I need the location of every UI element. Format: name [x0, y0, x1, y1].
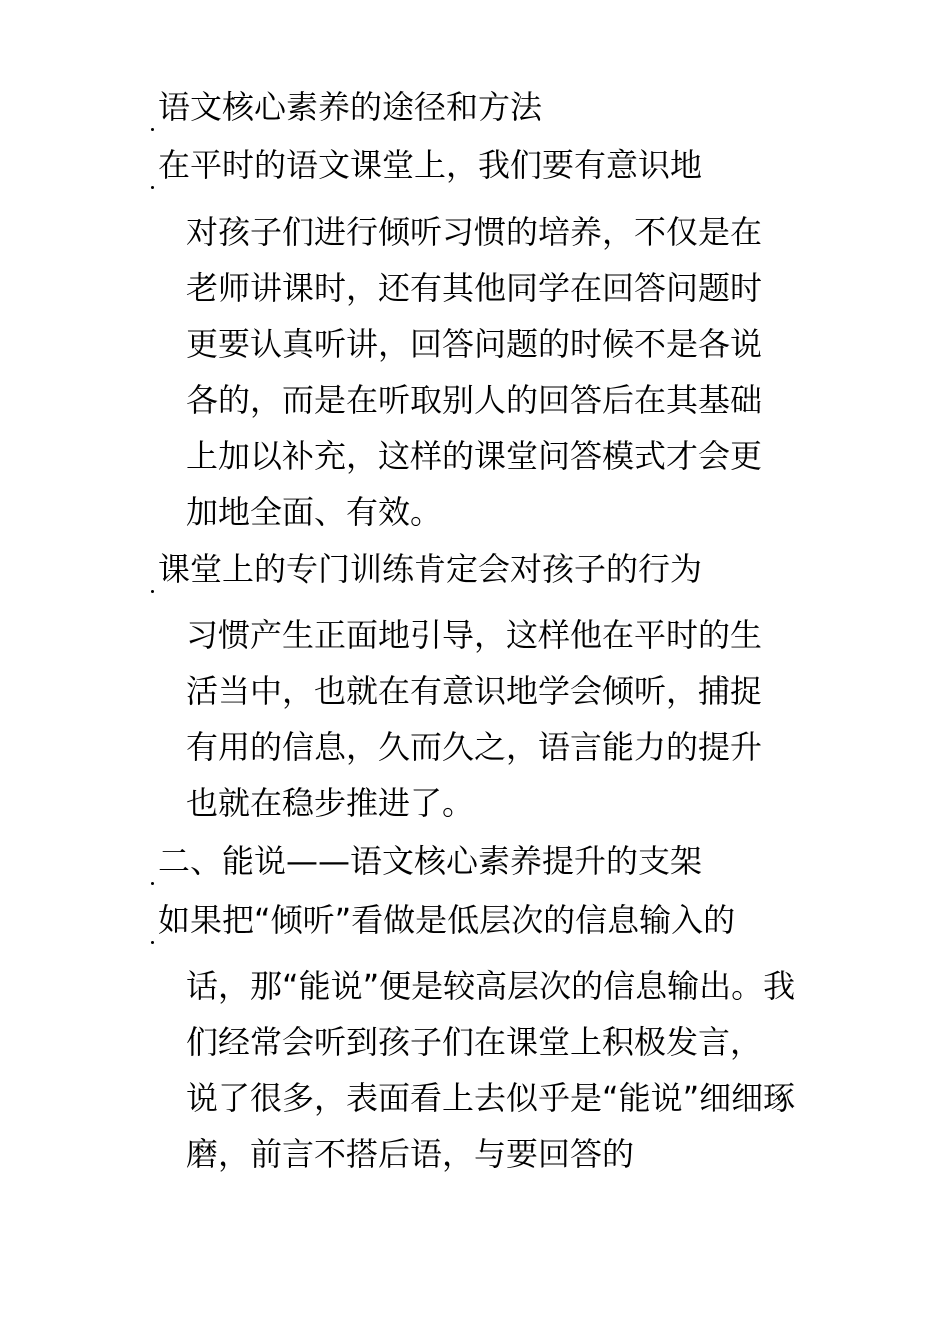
text-line: 语文核心素养的途径和方法 [158, 88, 543, 126]
text-line: 话，那“能说”便是较高层次的信息输出。我 [186, 967, 796, 1005]
paragraph-marker [151, 941, 154, 944]
text-line: 二、能说——语文核心素养提升的支架 [158, 842, 703, 880]
paragraph-marker [151, 882, 154, 885]
text-line: 也就在稳步推进了。 [186, 784, 475, 822]
text-line: 说了很多，表面看上去似乎是“能说”细细琢 [186, 1079, 796, 1117]
text-line: 加地全面、有效。 [186, 493, 443, 531]
text-line: 上加以补充，这样的课堂问答模式才会更 [186, 437, 763, 475]
text-line: 活当中，也就在有意识地学会倾听，捕捉 [186, 672, 763, 710]
text-line: 如果把“倾听”看做是低层次的信息输入的 [158, 901, 736, 939]
paragraph-marker [151, 590, 154, 593]
text-line: 各的，而是在听取别人的回答后在其基础 [186, 381, 763, 419]
text-line: 更要认真听讲，回答问题的时候不是各说 [186, 325, 763, 363]
text-line: 在平时的语文课堂上，我们要有意识地 [158, 146, 703, 184]
text-line: 课堂上的专门训练肯定会对孩子的行为 [158, 550, 703, 588]
text-line: 老师讲课时，还有其他同学在回答问题时 [186, 269, 763, 307]
paragraph-marker [151, 128, 154, 131]
text-line: 有用的信息，久而久之，语言能力的提升 [186, 728, 763, 766]
text-line: 对孩子们进行倾听习惯的培养，不仅是在 [186, 213, 763, 251]
text-line: 习惯产生正面地引导，这样他在平时的生 [186, 616, 763, 654]
paragraph-marker [151, 186, 154, 189]
text-line: 们经常会听到孩子们在课堂上积极发言， [186, 1023, 763, 1061]
text-line: 磨，前言不搭后语，与要回答的 [186, 1135, 635, 1173]
